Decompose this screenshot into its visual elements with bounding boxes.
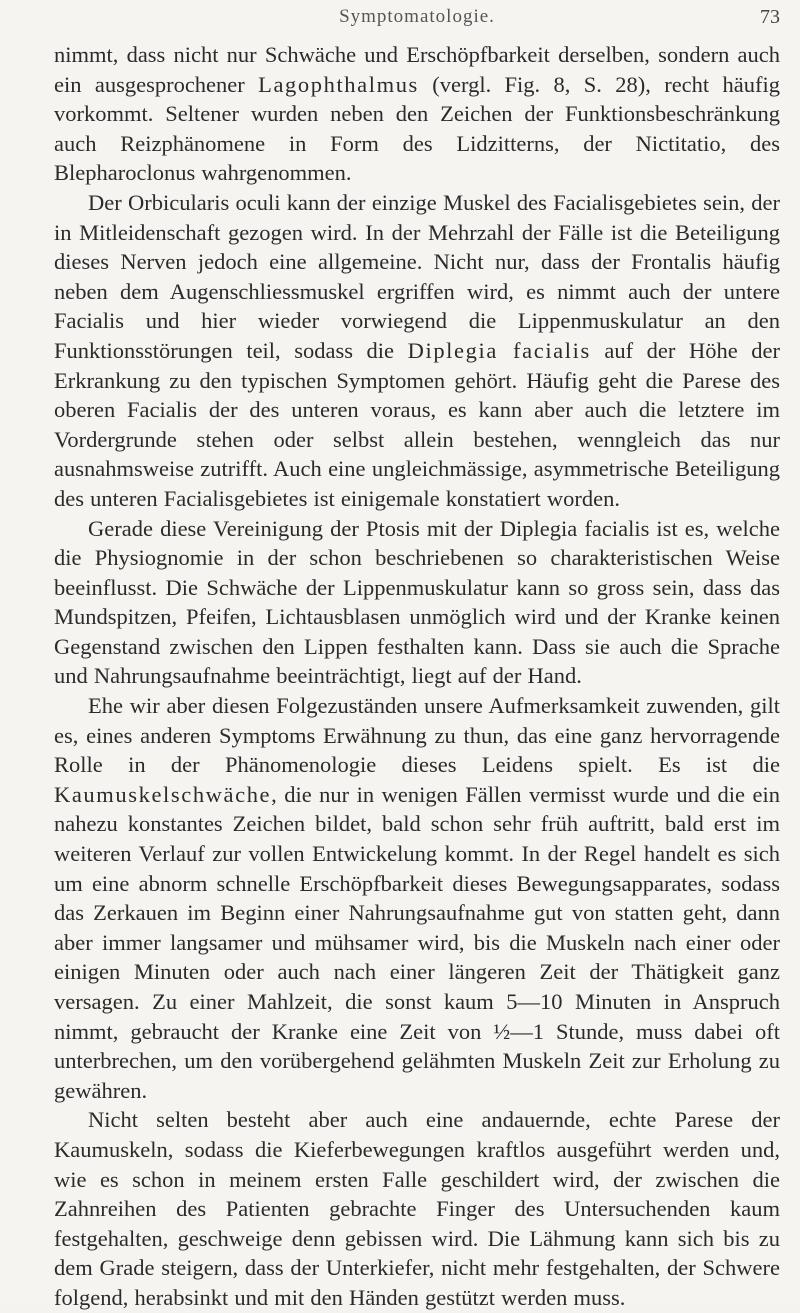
page-number: 73 <box>760 6 780 28</box>
text-segment: Nicht selten besteht aber auch eine andauernde, echte Parese der Kaumuskeln, sodass die Kieferbewegungen kraftlos ausgeführt werden und, wie es schon in meinem ersten Falle geschildert wird, der zwischen die Zahnreihen des Patienten gebrachte Finger des Untersuchenden kaum festgehalten, geschweige denn gebissen wird. Die Lähmung kann sich bis zu dem Grade steigern, dass der Unterkiefer, nicht mehr festgehalten, der Schwere folgend, herabsinkt und mit den Händen gestützt werden muss. <box>54 1107 780 1310</box>
spaced-term: Lagophthalmus <box>258 71 419 97</box>
running-head <box>54 6 780 36</box>
body-text <box>54 40 780 1313</box>
text-segment: nimmt, dass nicht nur Schwäche und Erschöpfbarkeit derselben, sondern auch ein ausgesprochener <box>54 42 780 97</box>
text-segment: (vergl. Fig. 8, S. 28), recht häufig vorkommt. Seltener wurden neben den Zeichen der Funktionsbeschränkung auch Reizphänomene in Form des Lidzitterns, der Nictitatio, des Blepharoclonus wahrgenommen. <box>54 71 780 186</box>
running-title: Symptomatologie. <box>339 6 495 27</box>
spaced-term: Kaumuskelschwäche <box>54 781 272 807</box>
text-segment: auf der Höhe der Erkrankung zu den typischen Symptomen gehört. Häufig geht die Parese des oberen Facialis der des unteren voraus, es kann aber auch die letztere im Vordergrunde stehen oder selbst allein bestehen, wenngleich das nur ausnahmsweise zutrifft. Auch eine ungleichmässige, asymmetrische Beteiligung des unteren Facialisgebietes ist einigemale konstatiert worden. <box>54 337 780 511</box>
paragraph <box>54 40 780 188</box>
text-segment: Der Orbicularis oculi kann der einzige Muskel des Facialisgebietes sein, der in Mitleidenschaft gezogen wird. In der Mehrzahl der Fälle ist die Beteiligung dieses Nerven jedoch eine allgemeine. Nicht nur, dass der Frontalis häufig neben dem Augenschliessmuskel ergriffen wird, es nimmt auch der untere Facialis und hier wieder vorwiegend die Lippenmuskulatur an den Funktionsstörungen teil, sodass die <box>54 189 780 363</box>
text-segment: , die nur in wenigen Fällen vermisst wurde und die ein nahezu konstantes Zeichen bildet, bald schon sehr früh auftritt, bald erst im weiteren Verlauf zur vollen Entwickelung kommt. In der Regel handelt es sich um eine abnorm schnelle Erschöpfbarkeit dieses Bewegungsapparates, sodass das Zerkauen im Beginn einer Nahrungsaufnahme gut von statten geht, dann aber immer langsamer und mühsamer wird, bis die Muskeln nach einer oder einigen Minuten oder auch nach einer längeren Zeit der Thätigkeit ganz versagen. Zu einer Mahlzeit, die sonst kaum 5—10 Minuten in Anspruch nimmt, gebraucht der Kranke eine Zeit von ½—1 Stunde, muss dabei oft unterbrechen, um den vorübergehend gelähmten Muskeln Zeit zur Erholung zu gewähren. <box>54 781 780 1103</box>
spaced-term: Diplegia facialis <box>407 337 591 363</box>
paragraph <box>54 1105 780 1312</box>
paragraph <box>54 514 780 692</box>
text-segment: Ehe wir aber diesen Folgezuständen unsere Aufmerksamkeit zuwenden, gilt es, eines anderen Symptoms Erwähnung zu thun, das eine ganz hervorragende Rolle in der Phänomenologie dieses Leidens spielt. Es ist die <box>54 693 780 778</box>
text-segment: Gerade diese Vereinigung der Ptosis mit der Diplegia facialis ist es, welche die Physiognomie in der schon beschriebenen so charakteristischen Weise beeinflusst. Die Schwäche der Lippenmuskulatur kann so gross sein, dass das Mundspitzen, Pfeifen, Lichtausblasen unmöglich wird und der Kranke keinen Gegenstand zwischen den Lippen festhalten kann. Dass sie auch die Sprache und Nahrungsaufnahme beeinträchtigt, liegt auf der Hand. <box>54 515 780 689</box>
paragraph <box>54 188 780 514</box>
paragraph <box>54 691 780 1105</box>
